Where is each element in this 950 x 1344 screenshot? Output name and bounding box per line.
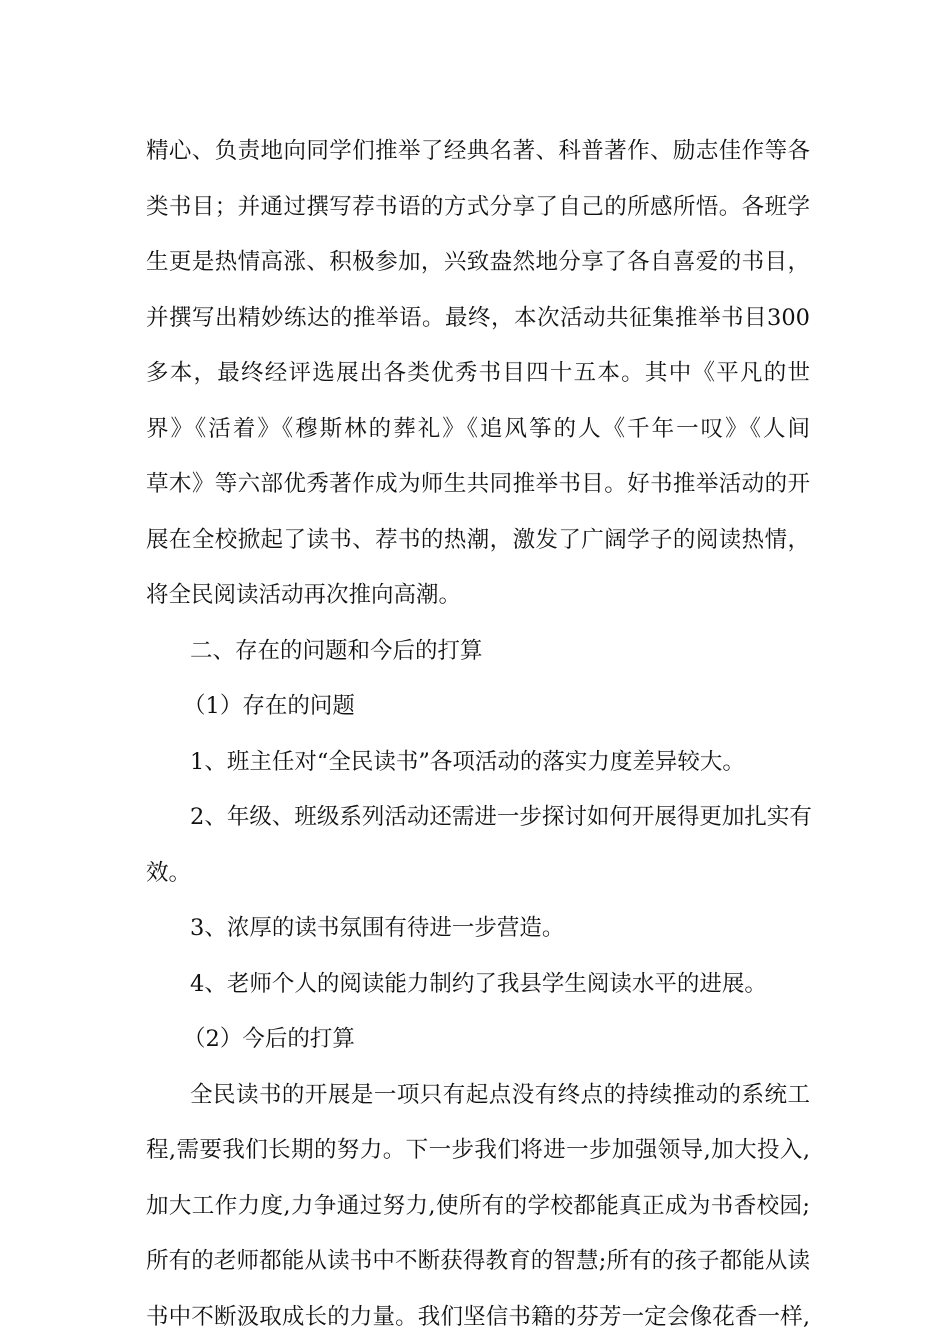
body-text-line: 展在全校掀起了读书、荐书的热潮，激发了广阔学子的阅读热情， bbox=[146, 527, 810, 553]
body-text-line: 类书目；并通过撰写荐书语的方式分享了自己的所感所悟。各班学 bbox=[146, 194, 810, 220]
body-text-line: 书中不断汲取成长的力量。我们坚信书籍的芬芳一定会像花香一样, bbox=[146, 1304, 810, 1330]
body-text-line: 并撰写出精妙练达的推举语。最终，本次活动共征集推举书目300 bbox=[146, 305, 810, 331]
body-text-line: 将全民阅读活动再次推向高潮。 bbox=[146, 582, 462, 608]
list-item-continuation: 效。 bbox=[146, 860, 192, 886]
list-item: 4、老师个人的阅读能力制约了我县学生阅读水平的进展。 bbox=[190, 971, 767, 997]
body-text-line: 界》《活着》《穆斯林的葬礼》《追风筝的人《千年一叹》《人间 bbox=[146, 416, 810, 442]
section-heading: 二、存在的问题和今后的打算 bbox=[190, 638, 483, 664]
body-text-line: 加大工作力度,力争通过努力,使所有的学校都能真正成为书香校园; bbox=[146, 1193, 810, 1219]
body-text-line: 程,需要我们长期的努力。下一步我们将进一步加强领导,加大投入, bbox=[146, 1137, 810, 1163]
body-text-line: 草木》等六部优秀著作成为师生共同推举书目。好书推举活动的开 bbox=[146, 471, 810, 497]
list-item: 1、班主任对“全民读书”各项活动的落实力度差异较大。 bbox=[190, 749, 745, 775]
body-text-line: 精心、负责地向同学们推举了经典名著、科普著作、励志佳作等各 bbox=[146, 138, 810, 164]
body-text-line: 生更是热情高涨、积极参加，兴致盎然地分享了各自喜爱的书目， bbox=[146, 249, 810, 275]
list-item: 2、年级、班级系列活动还需进一步探讨如何开展得更加扎实有 bbox=[190, 804, 812, 830]
body-text-line: 全民读书的开展是一项只有起点没有终点的持续推动的系统工 bbox=[190, 1082, 810, 1108]
body-text-line: 所有的老师都能从读书中不断获得教育的智慧;所有的孩子都能从读 bbox=[146, 1248, 810, 1274]
subsection-heading: （2）今后的打算 bbox=[183, 1026, 355, 1052]
list-item: 3、浓厚的读书氛围有待进一步营造。 bbox=[190, 915, 565, 941]
body-text-line: 多本，最终经评选展出各类优秀书目四十五本。其中《平凡的世 bbox=[146, 360, 810, 386]
subsection-heading: （1）存在的问题 bbox=[183, 693, 355, 719]
